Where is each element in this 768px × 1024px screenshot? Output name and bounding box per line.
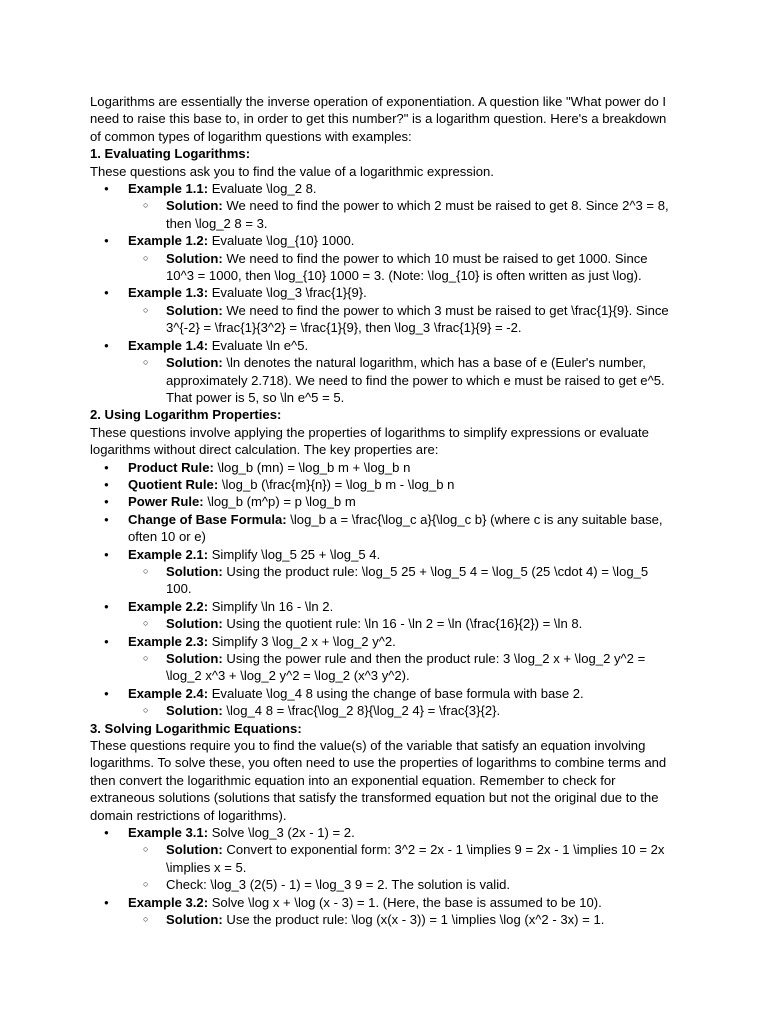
item-label: Power Rule:	[128, 494, 204, 510]
item-text: \log_b (mn) = \log_b m + \log_b n	[217, 459, 411, 475]
bullet-list	[90, 824, 676, 928]
sub-list-item	[128, 911, 676, 928]
list-item	[90, 633, 676, 685]
list-item	[90, 598, 676, 633]
sub-item-text: We need to find the power to which 2 must be raised to get 8. Since 2^3 = 8, then \log_2 8 = 3.	[166, 198, 669, 231]
list-item	[90, 337, 676, 407]
sub-list-item	[128, 650, 676, 685]
list-item	[90, 894, 676, 929]
list-item	[90, 284, 676, 336]
sub-item-text: Check: \log_3 (2(5) - 1) = \log_3 9 = 2. The solution is valid.	[166, 877, 511, 893]
item-text: Evaluate \ln e^5.	[211, 337, 309, 353]
item-text: \log_b (m^p) = p \log_b m	[207, 494, 356, 510]
sub-item-text: We need to find the power to which 10 must be raised to get 1000. Since 10^3 = 1000, then \log_{10} 1000 = 3. (Note: \log_{10} is often written as just \log).	[166, 250, 648, 284]
sub-item-label: Solution:	[166, 912, 223, 928]
sub-list	[128, 841, 676, 893]
sub-list	[128, 650, 676, 685]
sub-item-text: Using the power rule and then the product rule: 3 \log_2 x + \log_2 y^2 = \log_2 x^3 + \log_2 y^2 = \log_2 (x^3 y^2).	[166, 651, 646, 684]
section-heading: 2. Using Logarithm Properties:	[90, 407, 282, 423]
sub-item-text: \ln denotes the natural logarithm, which has a base of e (Euler's number, approximately 2.718). We need to find the power to which e must be raised to get e^5. That power is 5, so \ln e^5 = 5.	[166, 355, 665, 405]
sub-list-item	[128, 197, 676, 232]
sub-list	[128, 563, 676, 598]
item-text: Simplify \log_5 25 + \log_5 4.	[211, 546, 381, 562]
sub-list	[128, 197, 676, 232]
sub-item-label: Solution:	[166, 651, 223, 666]
section-heading: 1. Evaluating Logarithms:	[90, 146, 251, 162]
sub-list	[128, 911, 676, 928]
sub-list	[128, 702, 676, 719]
sub-item-text: We need to find the power to which 3 must be raised to get \frac{1}{9}. Since 3^{-2} = \frac{1}{3^2} = \frac{1}{9}, then \log_3 \frac{1}{9} = -2.	[166, 302, 669, 336]
sub-item-label: Solution:	[166, 842, 223, 858]
sub-list	[128, 615, 676, 632]
sub-list-item	[128, 615, 676, 632]
sub-list-item	[128, 841, 676, 876]
item-text: \log_b a = \frac{\log_c a}{\log_c b} (where c is any suitable base, often 10 or e)	[128, 511, 663, 545]
sub-list-item	[128, 250, 676, 285]
sub-item-label: Solution:	[166, 703, 223, 719]
sub-list-item	[128, 354, 676, 406]
item-text: Evaluate \log_4 8 using the change of base formula with base 2.	[211, 685, 584, 701]
item-label: Quotient Rule:	[128, 476, 219, 492]
sub-list	[128, 354, 676, 406]
sub-item-text: Using the product rule: \log_5 25 + \log_5 4 = \log_5 (25 \cdot 4) = \log_5 100.	[166, 563, 649, 597]
list-item	[90, 476, 676, 493]
document-body	[90, 93, 676, 929]
list-item	[90, 685, 676, 720]
sub-item-label: Solution:	[166, 250, 223, 266]
sub-list-item	[128, 876, 676, 893]
section-description: These questions require you to find the value(s) of the variable that satisfy an equation involving logarithms. To solve these, you often need to use the properties of logarithms to combine terms and then convert the logarithmic equation into an exponential equation. Remember to check for extraneous solutions (solutions that satisfy the transformed equation but not the original due to the domain restrictions of logarithms).	[90, 738, 667, 823]
sub-list-item	[128, 563, 676, 598]
item-label: Example 2.2:	[128, 598, 209, 614]
sub-item-text: Use the product rule: \log (x(x - 3)) = 1 \implies \log (x^2 - 3x) = 1.	[226, 912, 605, 928]
item-label: Example 1.1:	[128, 181, 209, 197]
item-label: Example 1.4:	[128, 337, 209, 353]
sub-item-text: \log_4 8 = \frac{\log_2 8}{\log_2 4} = \frac{3}{2}.	[226, 703, 501, 719]
item-text: Solve \log_3 (2x - 1) = 2.	[211, 825, 355, 841]
sub-item-label: Solution:	[166, 302, 223, 318]
item-label: Example 1.3:	[128, 285, 209, 301]
item-text: Simplify 3 \log_2 x + \log_2 y^2.	[211, 633, 396, 649]
sub-item-text: Convert to exponential form: 3^2 = 2x - 1 \implies 9 = 2x - 1 \implies 10 = 2x \implies x = 5.	[166, 842, 665, 875]
sub-item-label: Solution:	[166, 355, 223, 371]
list-item	[90, 459, 676, 476]
item-label: Example 2.4:	[128, 685, 209, 701]
item-label: Example 2.3:	[128, 633, 209, 649]
sub-list	[128, 250, 676, 285]
list-item	[90, 493, 676, 510]
item-label: Example 2.1:	[128, 546, 209, 562]
sections-container	[90, 145, 676, 928]
item-text: Evaluate \log_2 8.	[211, 181, 317, 197]
sub-item-label: Solution:	[166, 563, 223, 579]
bullet-list	[90, 180, 676, 406]
item-text: Evaluate \log_3 \frac{1}{9}.	[211, 285, 367, 301]
sub-list	[128, 302, 676, 337]
section-description: These questions involve applying the properties of logarithms to simplify expressions or evaluate logarithms without direct calculation. The key properties are:	[90, 424, 649, 458]
item-label: Example 1.2:	[128, 233, 209, 249]
item-text: Solve \log x + \log (x - 3) = 1. (Here, the base is assumed to be 10).	[211, 894, 602, 910]
sub-list-item	[128, 702, 676, 719]
intro-paragraph: Logarithms are essentially the inverse operation of exponentiation. A question like "What power do I need to raise this base to, in order to get this number?" is a logarithm question. Here's a breakdown of common types of logarithm questions with examples:	[90, 94, 667, 144]
item-label: Example 3.1:	[128, 825, 209, 841]
sub-item-label: Solution:	[166, 616, 223, 632]
sub-item-text: Using the quotient rule: \ln 16 - \ln 2 = \ln (\frac{16}{2}) = \ln 8.	[226, 616, 583, 632]
item-text: \log_b (\frac{m}{n}) = \log_b m - \log_b n	[221, 476, 455, 492]
sub-list-item	[128, 302, 676, 337]
list-item	[90, 511, 676, 546]
item-label: Change of Base Formula:	[128, 511, 287, 527]
item-label: Example 3.2:	[128, 894, 209, 910]
list-item	[90, 546, 676, 598]
section-heading: 3. Solving Logarithmic Equations:	[90, 720, 302, 736]
section-description: These questions ask you to find the value of a logarithmic expression.	[90, 163, 494, 179]
sub-item-label: Solution:	[166, 198, 223, 214]
list-item	[90, 824, 676, 894]
item-text: Evaluate \log_{10} 1000.	[211, 233, 355, 249]
item-label: Product Rule:	[128, 459, 214, 475]
item-text: Simplify \ln 16 - \ln 2.	[211, 598, 334, 614]
bullet-list	[90, 459, 676, 720]
list-item	[90, 232, 676, 284]
list-item	[90, 180, 676, 232]
